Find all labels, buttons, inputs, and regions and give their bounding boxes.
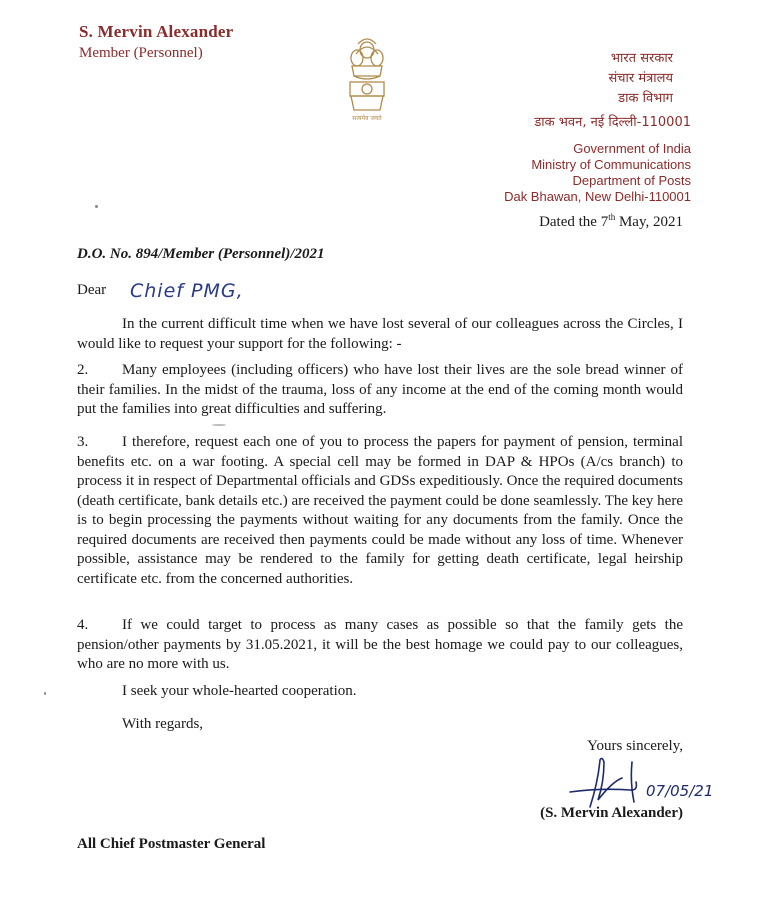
yours-sincerely: Yours sincerely,: [587, 738, 683, 754]
hindi-address-line-4: डाक भवन, नई दिल्ली-110001: [534, 115, 691, 130]
paragraph-3-number: 3.: [77, 434, 89, 450]
sender-title: Member (Personnel): [79, 45, 203, 61]
cooperation-line: I seek your whole-hearted cooperation.: [122, 683, 357, 699]
paragraph-4-text: If we could target to process as many cases as possible so that the family gets the pension/other payments by 31.05.2021, it will be the best homage we could pay to our colleagues, who are no more with us.: [77, 617, 683, 672]
paragraph-3-text: I therefore, request each one of you to process the papers for payment of pension, terminal benefits etc. on a war footing. A special cell may be formed in DAP & HPOs (A/cs branch) to process it in respect of Departmental officials and GDSs expeditiously. Once the required documents (death certificate, bank details etc.) are received the payment could be done seamlessly. The key here is to begin processing the payments without waiting for any documents from the family. Once the required documents are received then payments could be made without any loss of time. Whenever possible, assistance may be rendered to the family for getting death certificate, legal heirship certificate etc. from the concerned authorities.: [77, 434, 683, 587]
national-emblem-icon: [338, 32, 396, 124]
hindi-address-line-3: डाक विभाग: [618, 91, 673, 106]
scan-speck: [212, 424, 226, 426]
sender-name: S. Mervin Alexander: [79, 22, 234, 41]
recipient-line: All Chief Postmaster General: [77, 836, 266, 852]
paragraph-4: [77, 616, 683, 675]
paragraph-1: In the current difficult time when we have lost several of our colleagues across the Circles, I would like to request your support for the following: -: [77, 316, 683, 352]
paragraph-3: [77, 433, 683, 589]
paragraph-2: [77, 361, 683, 420]
address-line-2: Ministry of Communications: [531, 157, 691, 172]
hindi-address-line-2: संचार मंत्रालय: [608, 71, 673, 86]
date-prefix: Dated the 7: [539, 214, 609, 230]
address-line-1: Government of India: [573, 141, 691, 156]
paragraph-2-number: 2.: [77, 362, 89, 378]
scan-speck: [44, 692, 46, 695]
paragraph-2-text: Many employees (including officers) who have lost their lives are the sole bread winner of their families. In the midst of the trauma, loss of any income at the end of the coming month would put the families into great difficulties and suffering.: [77, 362, 683, 417]
date-suffix: May, 2021: [615, 214, 683, 230]
do-number: D.O. No. 894/Member (Personnel)/2021: [77, 246, 325, 262]
signatory-name: (S. Mervin Alexander): [540, 805, 683, 821]
svg-text:सत्यमेव जयते: सत्यमेव जयते: [352, 115, 382, 122]
hindi-address-line-1: भारत सरकार: [610, 51, 673, 66]
letter-date: [539, 212, 683, 231]
signature-date: 07/05/21: [646, 782, 714, 800]
dear-label: Dear: [77, 282, 107, 298]
regards-line: With regards,: [122, 716, 204, 732]
scan-speck: [95, 205, 98, 208]
address-line-4: Dak Bhawan, New Delhi-110001: [504, 189, 691, 204]
paragraph-4-number: 4.: [77, 617, 89, 633]
date-ordinal: th: [608, 212, 616, 222]
address-line-3: Department of Posts: [572, 173, 691, 188]
handwritten-salutation: Chief PMG,: [130, 280, 244, 302]
